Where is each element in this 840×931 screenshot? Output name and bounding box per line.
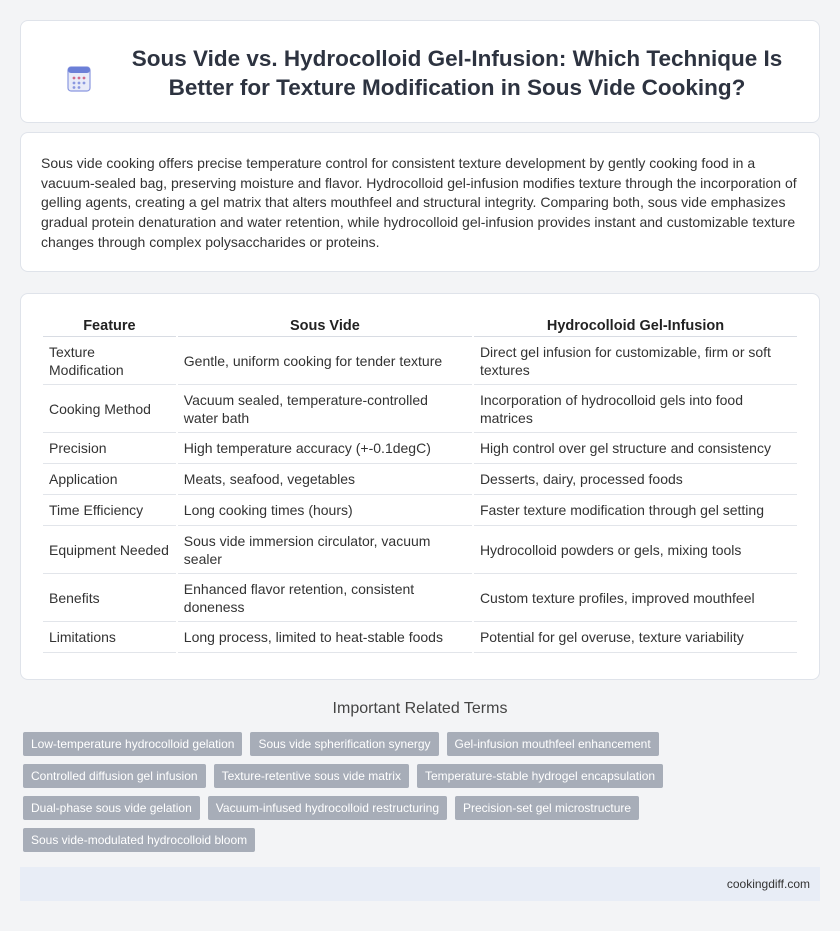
- feature-cell: Limitations: [43, 622, 176, 653]
- gel-infusion-cell: Desserts, dairy, processed foods: [474, 464, 797, 495]
- related-term-tag[interactable]: Texture-retentive sous vide matrix: [214, 764, 409, 788]
- sous-vide-cell: Meats, seafood, vegetables: [178, 464, 472, 495]
- sous-vide-cell: Gentle, uniform cooking for tender texture: [178, 337, 472, 385]
- table-header-row: [43, 314, 797, 337]
- document-icon: [67, 66, 91, 92]
- sous-vide-cell: Vacuum sealed, temperature-controlled water bath: [178, 385, 472, 433]
- related-term-tag[interactable]: Low-temperature hydrocolloid gelation: [23, 732, 242, 756]
- related-terms-list: [23, 732, 823, 860]
- footer-site-link[interactable]: cookingdiff.com: [726, 877, 810, 891]
- related-terms-heading: Important Related Terms: [332, 700, 508, 717]
- header-sous-vide: Sous Vide: [178, 314, 472, 337]
- related-term-tag[interactable]: Temperature-stable hydrogel encapsulation: [417, 764, 663, 788]
- comparison-card: [20, 293, 820, 680]
- page-title: Sous Vide vs. Hydrocolloid Gel-Infusion: Which Technique Is Better for Texture Modification in Sous Vide Cooking?: [131, 46, 783, 100]
- gel-infusion-cell: Potential for gel overuse, texture variability: [474, 622, 797, 653]
- table-row: [43, 495, 797, 526]
- feature-cell: Cooking Method: [43, 385, 176, 433]
- sous-vide-cell: Sous vide immersion circulator, vacuum sealer: [178, 526, 472, 574]
- table-row: [43, 526, 797, 574]
- table-row: [43, 337, 797, 385]
- feature-cell: Precision: [43, 433, 176, 464]
- gel-infusion-cell: Custom texture profiles, improved mouthfeel: [474, 574, 797, 622]
- gel-infusion-cell: High control over gel structure and consistency: [474, 433, 797, 464]
- related-term-tag[interactable]: Precision-set gel microstructure: [455, 796, 639, 820]
- header-gel-infusion: Hydrocolloid Gel-Infusion: [474, 314, 797, 337]
- related-term-tag[interactable]: Controlled diffusion gel infusion: [23, 764, 206, 788]
- feature-cell: Texture Modification: [43, 337, 176, 385]
- feature-cell: Benefits: [43, 574, 176, 622]
- table-row: [43, 464, 797, 495]
- sous-vide-cell: Long process, limited to heat-stable foods: [178, 622, 472, 653]
- feature-cell: Equipment Needed: [43, 526, 176, 574]
- related-term-tag[interactable]: Sous vide spherification synergy: [250, 732, 438, 756]
- header-feature: Feature: [43, 314, 176, 337]
- gel-infusion-cell: Faster texture modification through gel setting: [474, 495, 797, 526]
- comparison-table: [41, 314, 799, 653]
- table-row: [43, 433, 797, 464]
- sous-vide-cell: Long cooking times (hours): [178, 495, 472, 526]
- table-row: [43, 622, 797, 653]
- feature-cell: Application: [43, 464, 176, 495]
- sous-vide-cell: High temperature accuracy (+-0.1degC): [178, 433, 472, 464]
- intro-card: [20, 132, 820, 272]
- intro-paragraph: Sous vide cooking offers precise temperature control for consistent texture development by gently cooking food in a vacuum-sealed bag, preserving moisture and flavor. Hydrocolloid gel-infusion modifies texture through the incorporation of gelling agents, creating a gel matrix that alters mouthfeel and structural integrity. Comparing both, sous vide emphasizes gradual protein denaturation and water retention, while hydrocolloid gel-infusion provides instant and customizable texture changes through complex polysaccharides or proteins.: [41, 155, 797, 250]
- footer-bar: [20, 867, 820, 901]
- title-card: [20, 20, 820, 123]
- related-term-tag[interactable]: Sous vide-modulated hydrocolloid bloom: [23, 828, 255, 852]
- related-term-tag[interactable]: Dual-phase sous vide gelation: [23, 796, 200, 820]
- table-row: [43, 385, 797, 433]
- gel-infusion-cell: Direct gel infusion for customizable, firm or soft textures: [474, 337, 797, 385]
- feature-cell: Time Efficiency: [43, 495, 176, 526]
- sous-vide-cell: Enhanced flavor retention, consistent doneness: [178, 574, 472, 622]
- gel-infusion-cell: Incorporation of hydrocolloid gels into food matrices: [474, 385, 797, 433]
- gel-infusion-cell: Hydrocolloid powders or gels, mixing tools: [474, 526, 797, 574]
- table-row: [43, 574, 797, 622]
- related-term-tag[interactable]: Vacuum-infused hydrocolloid restructuring: [208, 796, 447, 820]
- related-term-tag[interactable]: Gel-infusion mouthfeel enhancement: [447, 732, 659, 756]
